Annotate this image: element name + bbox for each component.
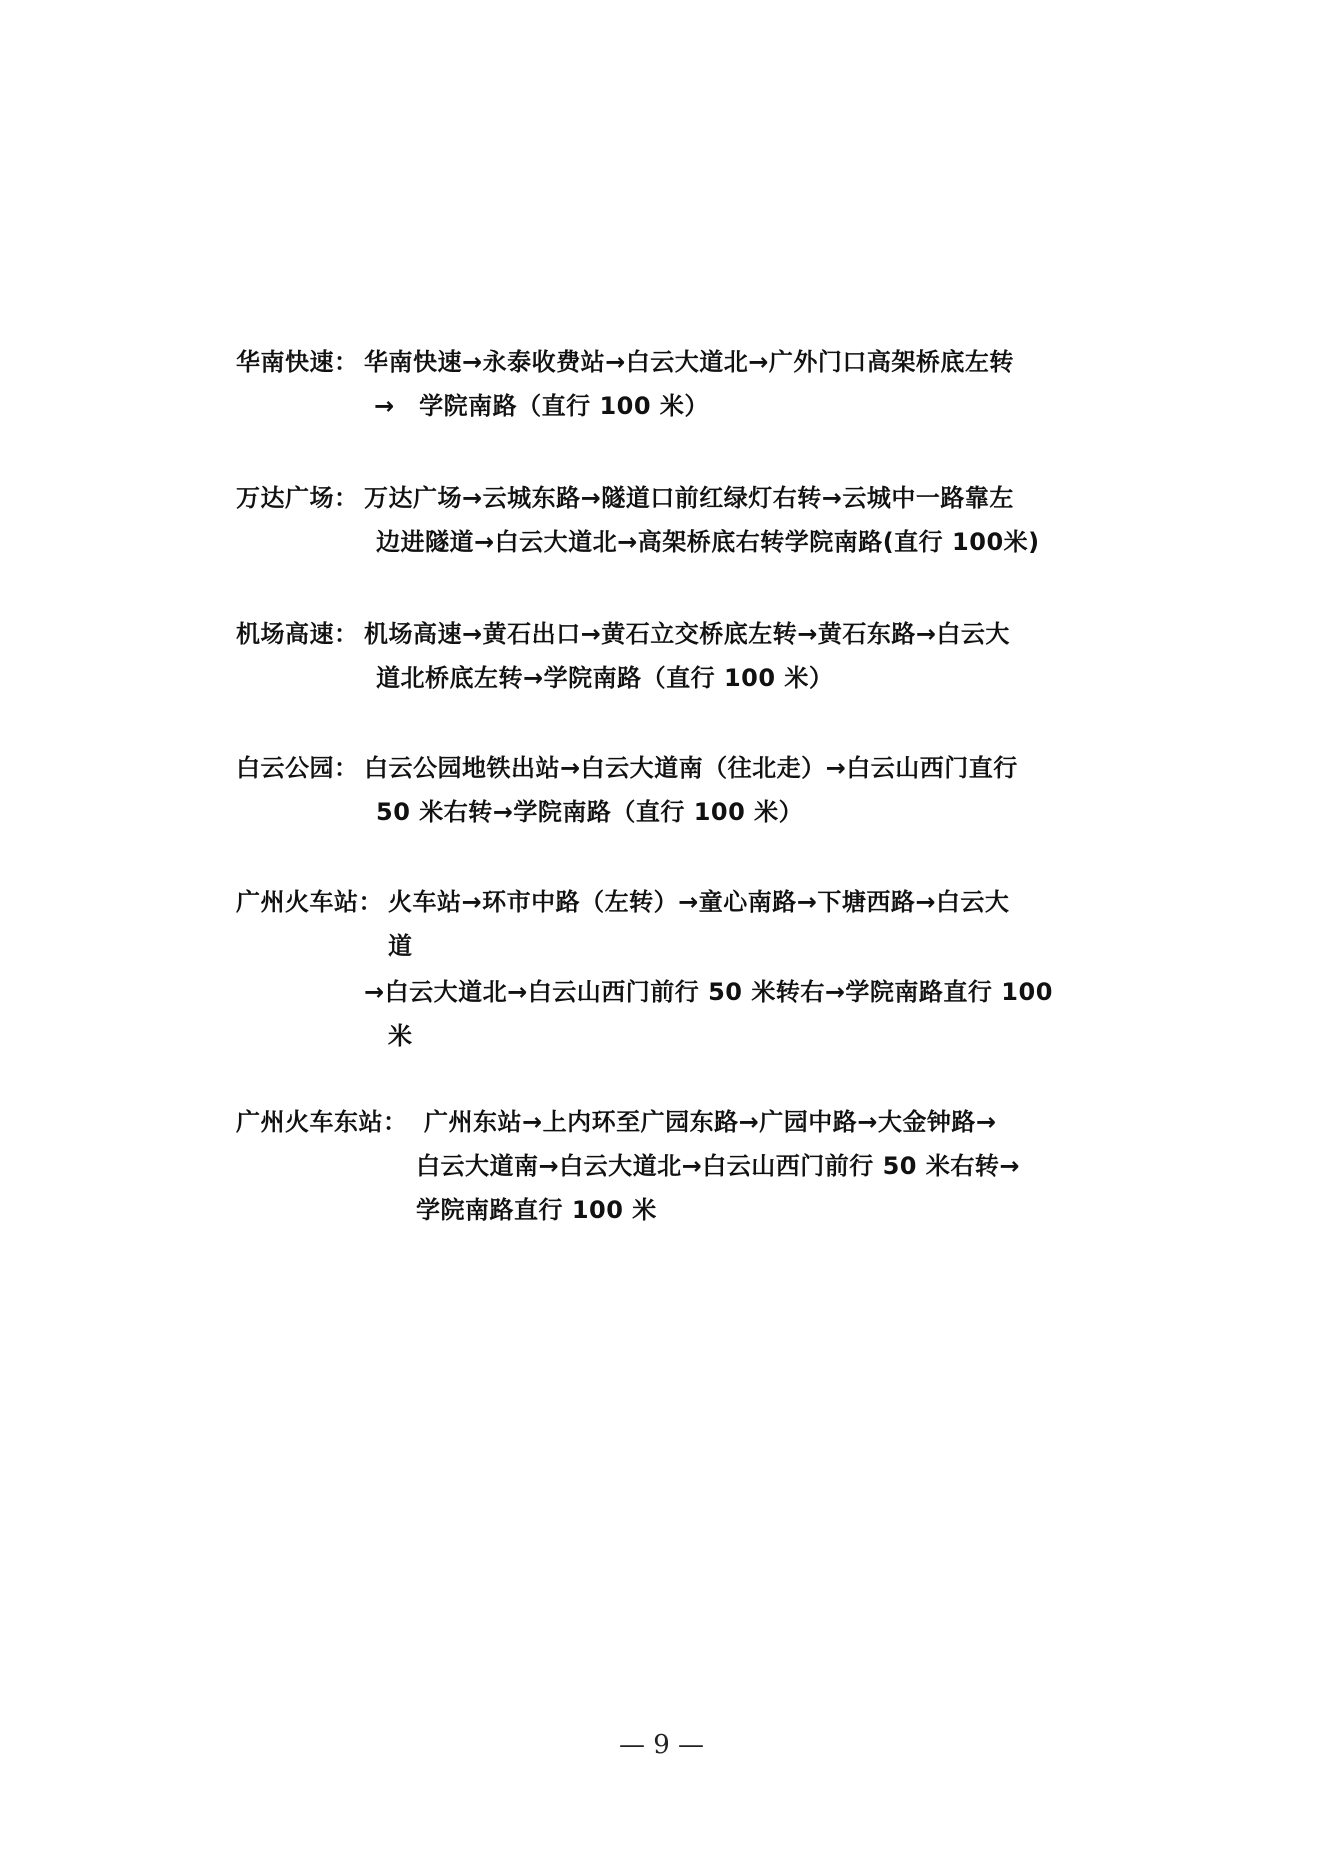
route-line: 华南快速→永泰收费站→白云大道北→广外门口高架桥底左转 xyxy=(364,348,1014,376)
route-line: 米 xyxy=(388,1022,413,1050)
route-label: 机场高速： xyxy=(236,620,359,648)
route-line: 火车站→环市中路（左转）→童心南路→下塘西路→白云大 xyxy=(388,888,1010,916)
route-line: 白云大道南→白云大道北→白云山西门前行 50 米右转→ xyxy=(416,1152,1020,1180)
page-number: — 9 — xyxy=(618,1730,705,1760)
route-label: 广州火车东站： xyxy=(236,1108,408,1136)
route-label: 华南快速： xyxy=(236,348,359,376)
route-line: → 学院南路（直行 100 米） xyxy=(374,392,709,420)
route-line: 50 米右转→学院南路（直行 100 米） xyxy=(376,798,804,826)
route-label: 广州火车站： xyxy=(236,888,383,916)
route-line: 万达广场→云城东路→隧道口前红绿灯右转→云城中一路靠左 xyxy=(364,484,1014,512)
route-line: 机场高速→黄石出口→黄石立交桥底左转→黄石东路→白云大 xyxy=(364,620,1010,648)
route-line: 白云公园地铁出站→白云大道南（往北走）→白云山西门直行 xyxy=(364,754,1018,782)
route-label: 白云公园： xyxy=(236,754,359,782)
route-line: 边进隧道→白云大道北→高架桥底右转学院南路(直行 100米) xyxy=(376,528,1040,556)
route-line: →白云大道北→白云山西门前行 50 米转右→学院南路直行 100 xyxy=(364,978,1053,1006)
route-line: 学院南路直行 100 米 xyxy=(416,1196,657,1224)
route-line: 道北桥底左转→学院南路（直行 100 米） xyxy=(376,664,834,692)
route-line: 道 xyxy=(388,932,413,960)
route-line: 广州东站→上内环至广园东路→广园中路→大金钟路→ xyxy=(424,1108,997,1136)
route-label: 万达广场： xyxy=(236,484,359,512)
